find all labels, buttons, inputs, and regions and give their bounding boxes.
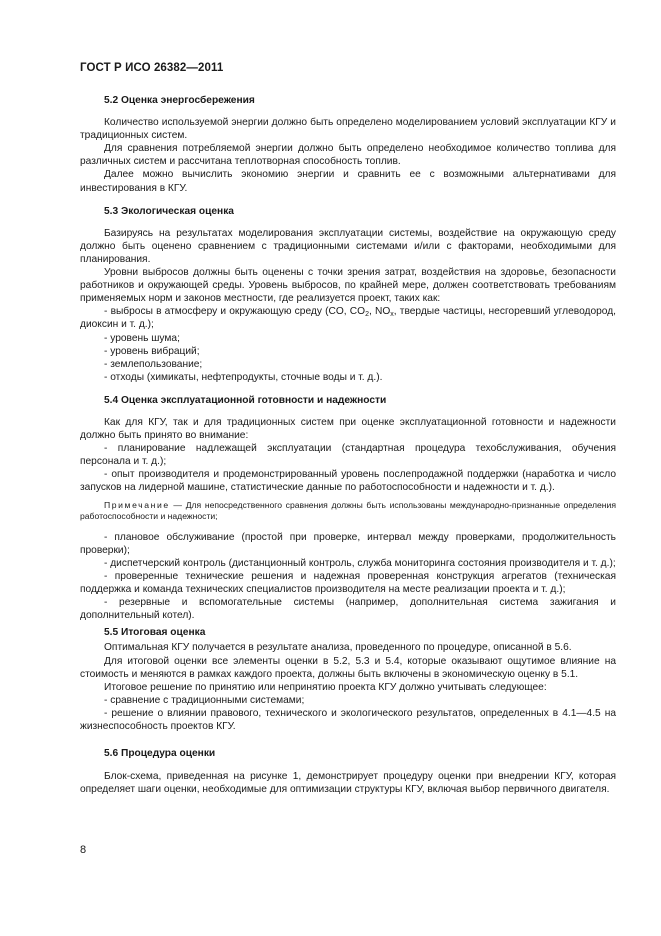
section-heading: 5.6 Процедура оценки [104, 748, 216, 760]
section-5-3 [80, 205, 616, 384]
page-number: 8 [80, 844, 87, 856]
list-item: - планирование надлежащей эксплуатации (стандартная процедура техобслуживания, обучения персонала и т. д.); [80, 443, 616, 468]
paragraph: Базируясь на результатах моделирования эксплуатации системы, воздействие на окружающую среду должно быть оценено сравнением с традиционными системами и/или с факторами, необходимыми для планирования. [80, 227, 616, 265]
note [80, 500, 616, 523]
section-heading: 5.4 Оценка эксплуатационной готовности и надежности [104, 394, 387, 406]
list-item: - решение о влиянии правового, технического и экологического результатов, определенных в 4.1—4.5 на жизнеспособность проектов КГУ. [80, 707, 616, 733]
section-5-5 [80, 626, 616, 733]
note-label: Примечание [104, 499, 170, 510]
list-item: - сравнение с традиционными системами; [104, 694, 305, 706]
list-item: - диспетчерский контроль (дистанционный контроль, служба мониторинга состояния производителя и т. д.); [104, 557, 616, 569]
list-item: - опыт производителя и продемонстрированный уровень послепродажной поддержки (наработка и число запусков на лидерной машине, статистические данные по работоспособности и надежности и т. д.). [80, 469, 616, 494]
paragraph: Итоговое решение по принятию или непринятию проекта КГУ должно учитывать следующее: [104, 681, 547, 693]
list-item: - проверенные технические решения и надежная проверенная конструкция агрегатов (техническая поддержка и команда технических специалистов производителя на месте реализации проекта и т. д.); [80, 571, 616, 596]
note-text: — Для непосредственного сравнения должны быть использованы международно-признанные определения работоспособности и надежности; [80, 499, 616, 522]
paragraph: Как для КГУ, так и для традиционных систем при оценке эксплуатационной готовности и надежности должно быть принято во внимание: [80, 416, 616, 442]
document-body [80, 94, 616, 806]
section-heading: 5.3 Экологическая оценка [104, 205, 234, 217]
list-item: - плановое обслуживание (простой при проверке, интервал между проверками, продолжительность проверки); [80, 531, 616, 556]
list-item: - отходы (химикаты, нефтепродукты, сточные воды и т. д.). [104, 371, 383, 383]
paragraph: Далее можно вычислить экономию энергии и сравнить ее с возможными альтернативами для инвестирования в КГУ. [80, 169, 616, 194]
list-item: - выбросы в атмосферу и окружающую среду (CO, $CO_2$, $NO_x$, твердые частицы, несгоревший углеводород, диоксин и т. д.); [80, 306, 617, 331]
paragraph: Уровни выбросов должны быть оценены с точки зрения затрат, воздействия на здоровье, безопасности работников и окружающей среды. Уровень выбросов, по крайней мере, должен соответствовать требованиям применяемых норм и законов местности, где реализуется проект, таких как: [80, 267, 616, 305]
paragraph: Для сравнения потребляемой энергии должно быть определено необходимое количество топлива для различных систем и рассчитана теплотворная способность топлив. [80, 143, 616, 168]
list-item: - уровень вибраций; [104, 345, 200, 357]
list-item: - землепользование; [104, 358, 203, 370]
paragraph: Оптимальная КГУ получается в результате анализа, проведенного по процедуре, описанной в 5.6. [104, 642, 572, 654]
paragraph: Количество используемой энергии должно быть определено моделированием условий эксплуатации КГУ и традиционных систем. [80, 117, 616, 142]
list-item: - уровень шума; [104, 332, 180, 344]
section-5-6 [80, 747, 616, 796]
paragraph: Для итоговой оценки все элементы оценки в 5.2, 5.3 и 5.4, которые оказывают ощутимое влияние на стоимость и меняются в рамках каждого проекта, должны быть включены в экономическую оценку в 5.1. [80, 655, 616, 680]
section-heading: 5.2 Оценка энергосбережения [104, 95, 255, 106]
section-heading: 5.5 Итоговая оценка [104, 627, 206, 639]
paragraph: Блок-схема, приведенная на рисунке 1, демонстрирует процедуру оценки при внедрении КГУ, которая определяет шаги оценки, необходимые для оптимизации структуры КГУ, включая выбор первичного двигателя. [80, 771, 616, 796]
document-header: ГОСТ Р ИСО 26382—2011 [80, 62, 224, 74]
section-5-4 [80, 394, 616, 623]
section-5-2 [80, 94, 616, 195]
list-item: - резервные и вспомогательные системы (например, дополнительная система зажигания и дополнительный котел). [80, 597, 616, 622]
